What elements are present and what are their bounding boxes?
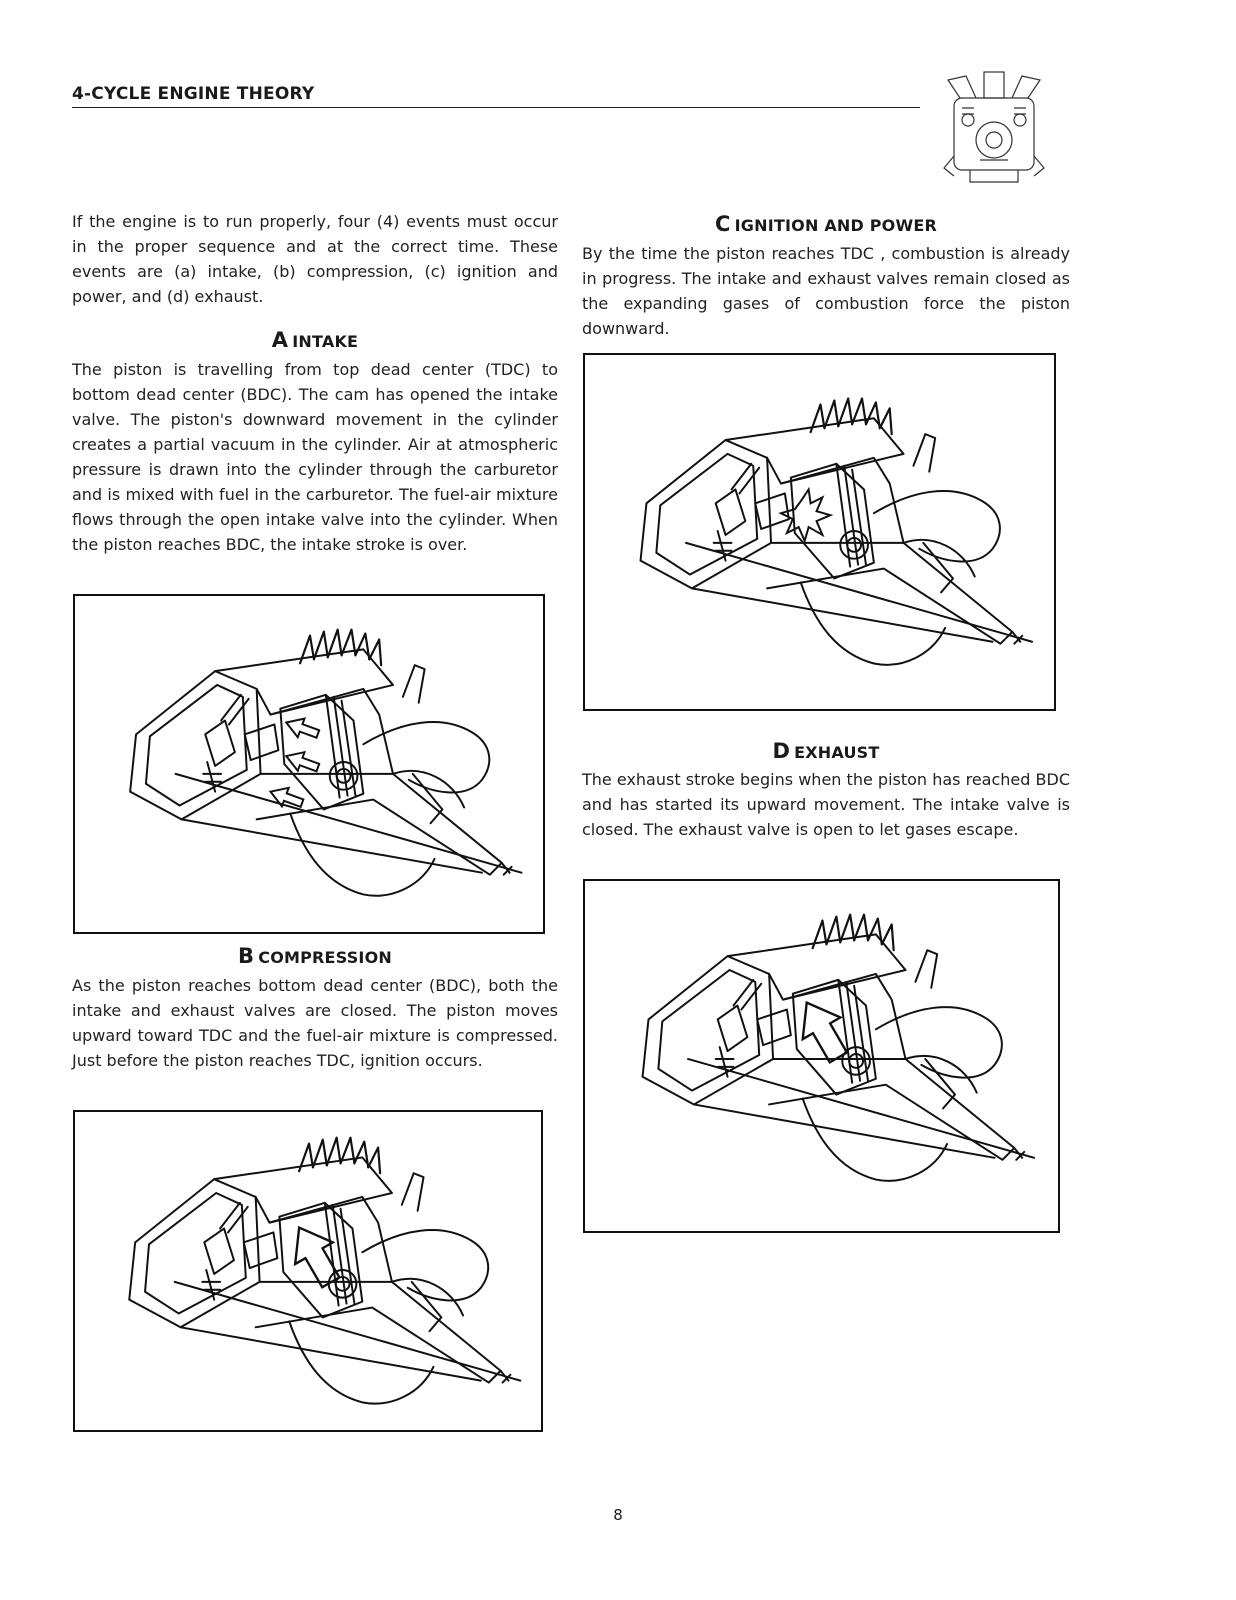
section-b-letter: B	[238, 944, 255, 968]
ignition-figure	[583, 353, 1056, 711]
ignition-engine-illustration	[585, 355, 1054, 709]
section-b-title: COMPRESSION	[258, 948, 392, 967]
section-c-title: IGNITION AND POWER	[734, 216, 937, 235]
section-a-heading	[72, 328, 558, 352]
page-number: 8	[613, 1506, 623, 1524]
intro-paragraph: If the engine is to run properly, four (4) events must occur in the proper sequence and at the correct time. These events are (a) intake, (b) compression, (c) ignition and power, and (d) exhaust.	[72, 212, 558, 306]
section-a-title: INTAKE	[292, 332, 359, 351]
compression-figure	[73, 1110, 543, 1432]
exhaust-engine-illustration	[585, 881, 1058, 1231]
section-d-title: EXHAUST	[794, 743, 880, 762]
section-a-body: The piston is travelling from top dead center (TDC) to bottom dead center (BDC). The cam has opened the intake valve. The piston's downward movement in the cylinder creates a partial vacuum in the cylinder. Air at atmospheric pressure is drawn into the cylinder through the carburetor and is mixed with fuel in the carburetor. The fuel-air mixture flows through the open intake valve into the cylinder. When the piston reaches BDC, the intake stroke is over.	[72, 360, 558, 554]
section-c-letter: C	[715, 212, 731, 236]
intake-engine-illustration	[75, 596, 543, 932]
section-b-heading	[72, 944, 558, 968]
intake-figure	[73, 594, 545, 934]
compression-engine-illustration	[75, 1112, 541, 1430]
section-c-heading	[582, 212, 1070, 236]
exhaust-figure	[583, 879, 1060, 1233]
section-d-letter: D	[772, 739, 791, 763]
section-a-letter: A	[271, 328, 289, 352]
section-c-body: By the time the piston reaches TDC , combustion is already in progress. The intake and exhaust valves remain closed as the expanding gases of combustion force the piston downward.	[582, 244, 1070, 338]
section-d-body: The exhaust stroke begins when the piston has reached BDC and has started its upward movement. The intake valve is closed. The exhaust valve is open to let gases escape.	[582, 770, 1070, 839]
header-rule	[72, 107, 920, 108]
page-header-title: 4-CYCLE ENGINE THEORY	[72, 84, 315, 104]
section-b-body: As the piston reaches bottom dead center (BDC), both the intake and exhaust valves are closed. The piston moves upward toward TDC and the fuel-air mixture is compressed. Just before the piston reaches TDC, ignition occurs.	[72, 976, 558, 1070]
engine-thumbnail-icon	[940, 68, 1048, 186]
section-d-heading	[582, 739, 1070, 763]
